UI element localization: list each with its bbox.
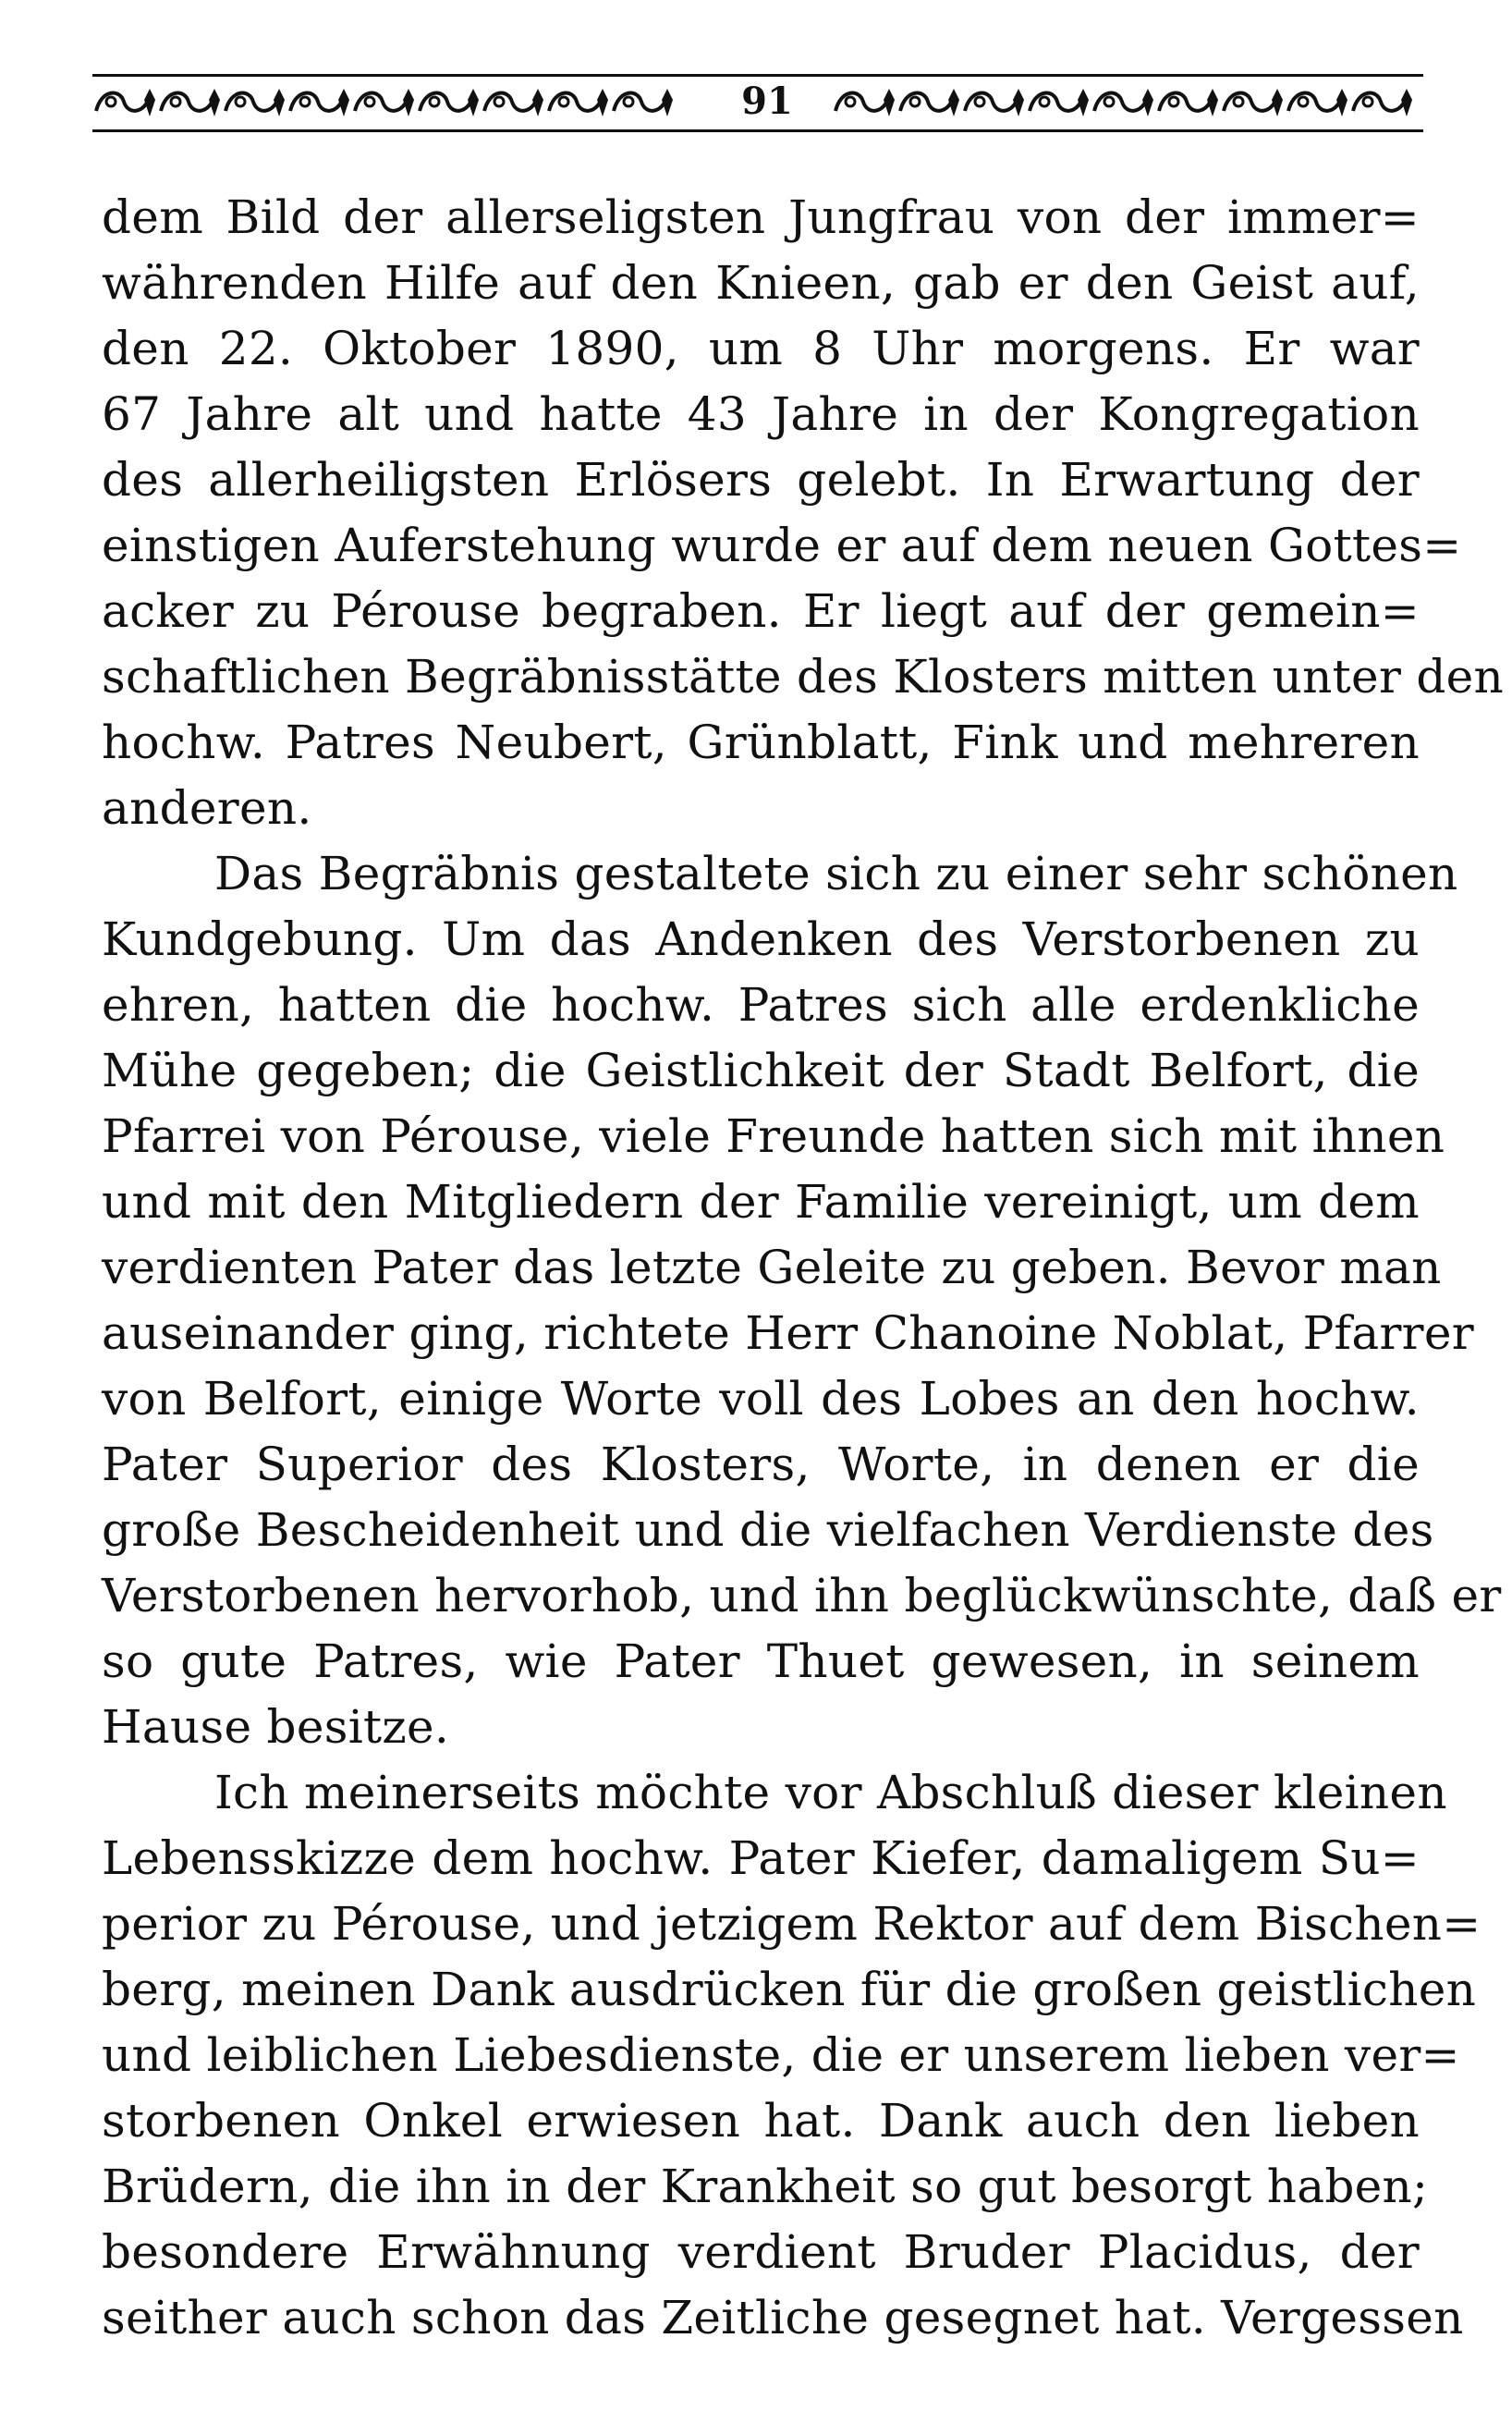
text-line: acker zu Pérouse begraben. Er liegt auf der gemein= [102,584,1420,638]
paragraph [102,185,1505,841]
text-line: seither auch schon das Zeitliche gesegnet hat. Vergessen [102,2291,1464,2344]
text-line: so gute Patres, wie Pater Thuet gewesen, in seinem [102,1634,1420,1688]
ornament-motif [355,89,414,116]
text-line: Pfarrei von Pérouse, viele Freunde hatten sich mit ihnen [102,1109,1445,1163]
ornament-motif [1288,89,1347,116]
text-line: Mühe gegeben; die Geistlichkeit der Stadt Belfort, die [102,1044,1420,1097]
text-line: berg, meinen Dank ausdrücken für die großen geistlichen [102,1963,1477,2016]
text-line: Hause besitze. [102,1700,450,1754]
text-line: ehren, hatten die hochw. Patres sich alle erdenkliche [102,978,1420,1032]
ornament-motif [835,89,895,116]
ornament-motif [965,89,1024,116]
text-line: Pater Superior des Klosters, Worte, in denen er die [102,1438,1420,1491]
ornament-motif [1094,89,1153,116]
floral-ornament-left-icon [92,80,702,126]
text-line: Verstorbenen hervorhob, und ihn beglückwünschte, daß er [102,1569,1502,1622]
ornament-motif [1030,89,1089,116]
text-line: Kundgebung. Um das Andenken des Verstorbenen zu [102,912,1420,966]
ornament-motif [1224,89,1283,116]
text-line: währenden Hilfe auf den Knieen, gab er den Geist auf, [102,256,1420,310]
body-text [102,185,1505,2351]
text-line: Brüdern, die ihn in der Krankheit so gut besorgt haben; [102,2160,1429,2213]
ornament-motif [290,89,349,116]
text-line: verdienten Pater das letzte Geleite zu geben. Bevor man [102,1241,1442,1294]
ornament-motif [1353,89,1412,116]
text-line: hochw. Patres Neubert, Grünblatt, Fink und mehreren [102,716,1420,769]
ornament-motif [549,89,608,116]
text-line: Ich meinerseits möchte vor Abschluß dieser kleinen [214,1766,1447,1819]
text-line: anderen. [102,781,312,835]
text-line: perior zu Pérouse, und jetzigem Rektor auf dem Bischen= [102,1897,1482,1951]
text-line: schaftlichen Begräbnisstätte des Klosters mitten unter den [102,650,1505,704]
text-line: und leiblichen Liebesdienste, die er unserem lieben ver= [102,2028,1460,2082]
text-line: den 22. Oktober 1890, um 8 Uhr morgens. Er war [102,322,1420,375]
text-line: und mit den Mitgliedern der Familie vereinigt, um dem [102,1175,1420,1229]
text-line: 67 Jahre alt und hatte 43 Jahre in der Kongregation [102,387,1420,441]
page-header [92,67,1423,141]
page-number: 91 [741,80,793,123]
ornament-motif [614,89,673,116]
ornament-motif [900,89,959,116]
text-line: große Bescheidenheit und die vielfachen Verdienste des [102,1503,1434,1557]
text-line: Das Begräbnis gestaltete sich zu einer sehr schönen [214,847,1458,900]
ornament-motif [161,89,220,116]
ornament-motif [1159,89,1218,116]
text-line: Lebensskizze dem hochw. Pater Kiefer, damaligem Su= [102,1831,1420,1885]
text-line: auseinander ging, richtete Herr Chanoine Noblat, Pfarrer [102,1306,1474,1360]
text-line: besondere Erwähnung verdient Bruder Placidus, der [102,2225,1420,2279]
ornament-motif [226,89,285,116]
text-line: storbenen Onkel erwiesen hat. Dank auch den lieben [102,2094,1420,2148]
ornament-motif [420,89,479,116]
paragraph [102,1760,1482,2351]
header-bottom-rule [92,129,1423,132]
text-line: einstigen Auferstehung wurde er auf dem neuen Gottes= [102,519,1462,572]
ornament-motif [96,89,155,116]
floral-ornament-right-icon [832,80,1423,126]
text-line: des allerheiligsten Erlösers gelebt. In Erwartung der [102,453,1420,507]
text-line: von Belfort, einige Worte voll des Lobes an den hochw. [102,1372,1420,1426]
ornament-motif [484,89,543,116]
text-line: dem Bild der allerseligsten Jungfrau von der immer= [102,190,1420,244]
paragraph [102,841,1502,1760]
